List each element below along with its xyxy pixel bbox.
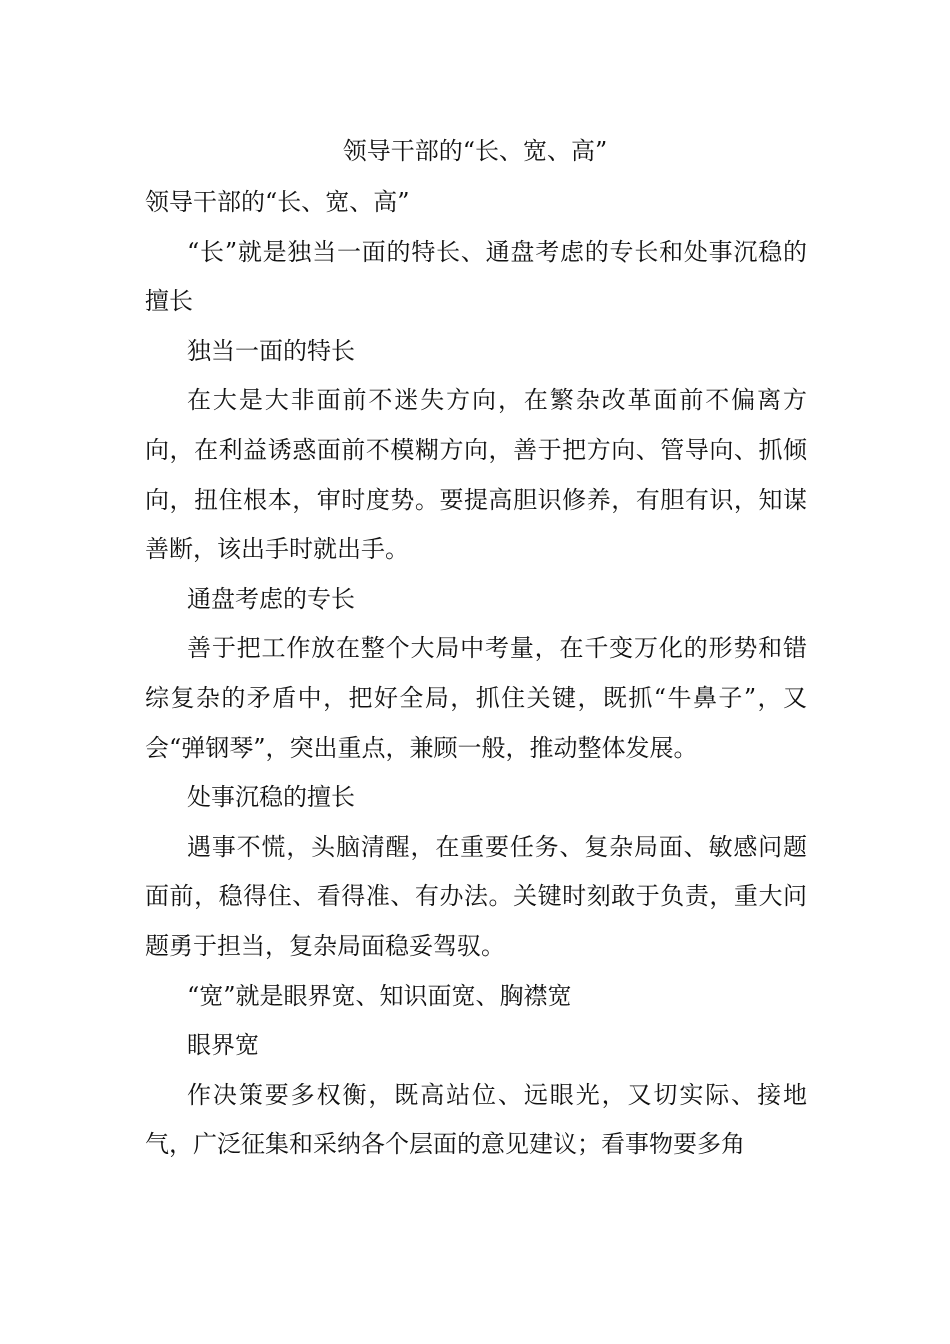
subheading-yanjie-kuan: 眼界宽 bbox=[187, 1031, 259, 1060]
paragraph-kuan-intro: “宽”就是眼界宽、知识面宽、胸襟宽 bbox=[187, 981, 572, 1010]
document-body bbox=[145, 178, 807, 1170]
paragraph-chang-intro: “长”就是独当一面的特长、通盘考虑的专长和处事沉稳的擅长 bbox=[145, 237, 807, 316]
document-title: 领导干部的“长、宽、高” bbox=[342, 137, 608, 165]
paragraph-tongpan-kaolv: 善于把工作放在整个大局中考量，在千变万化的形势和错综复杂的矛盾中，把好全局，抓住关键，既抓“牛鼻子”，又会“弹钢琴”，突出重点，兼顾一般，推动整体发展。 bbox=[145, 634, 807, 762]
subheading-chushi-chenwen: 处事沉稳的擅长 bbox=[187, 783, 355, 812]
paragraph-heading-repeat: 领导干部的“长、宽、高” bbox=[145, 188, 410, 216]
subheading-dudang-yimian: 独当一面的特长 bbox=[187, 336, 355, 365]
paragraph-chushi-chenwen: 遇事不慌，头脑清醒，在重要任务、复杂局面、敏感问题面前，稳得住、看得准、有办法。关键时刻敢于负责，重大问题勇于担当，复杂局面稳妥驾驭。 bbox=[145, 832, 807, 960]
paragraph-dudang-yimian: 在大是大非面前不迷失方向，在繁杂改革面前不偏离方向，在利益诱惑面前不模糊方向，善于把方向、管导向、抓倾向，扭住根本，审时度势。要提高胆识修养，有胆有识，知谋善断，该出手时就出手。 bbox=[145, 386, 807, 564]
subheading-tongpan-kaolv: 通盘考虑的专长 bbox=[187, 584, 355, 613]
paragraph-yanjie-kuan: 作决策要多权衡，既高站位、远眼光，又切实际、接地气，广泛征集和采纳各个层面的意见建议；看事物要多角 bbox=[145, 1080, 807, 1159]
